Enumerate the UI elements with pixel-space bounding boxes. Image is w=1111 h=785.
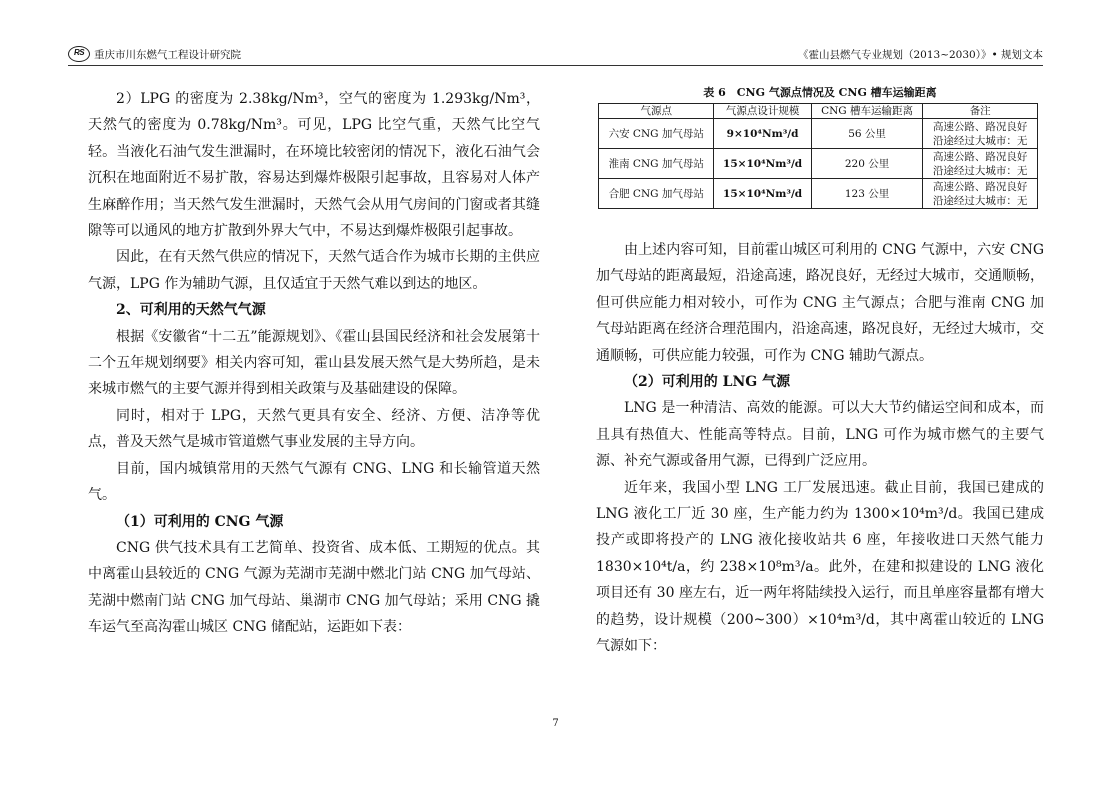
note-cell xyxy=(923,149,1038,179)
paragraph: 因此，在有天然气供应的情况下，天然气适合作为城市长期的主供应气源，LPG 作为辅助气源，且仅适宜于天然气难以到达的地区。 xyxy=(88,249,540,292)
table-header-cell: CNG 槽车运输距离 xyxy=(811,104,923,119)
table-row xyxy=(599,119,1038,149)
note-cell xyxy=(923,179,1038,209)
subsection-heading: （2）可利用的 LNG 气源 xyxy=(624,374,791,391)
note-line: 沿途经过大城市：无 xyxy=(932,164,1028,177)
note-cell xyxy=(923,119,1038,149)
document-title: 《霍山县燃气专业规划（2013~2030）》• 规划文本 xyxy=(797,49,1043,61)
table-header-cell: 备注 xyxy=(923,104,1038,119)
note-line: 沿途经过大城市：无 xyxy=(932,134,1028,147)
table-row xyxy=(599,179,1038,209)
scale-cell: 15×10⁴Nm³/d xyxy=(714,149,811,179)
source-cell: 六安 CNG 加气母站 xyxy=(599,119,714,149)
table-header-cell: 气源点设计规模 xyxy=(714,104,811,119)
header-left xyxy=(68,46,241,62)
note-line: 高速公路、路况良好 xyxy=(932,120,1028,133)
source-cell: 淮南 CNG 加气母站 xyxy=(599,149,714,179)
left-column xyxy=(88,86,540,641)
distance-cell: 123 公里 xyxy=(811,179,923,209)
company-name: 重庆市川东燃气工程设计研究院 xyxy=(94,48,241,61)
page-number: 7 xyxy=(552,718,559,729)
subsection-heading: （1）可利用的 CNG 气源 xyxy=(116,513,284,530)
paragraph: 由上述内容可知，目前霍山城区可利用的 CNG 气源中，六安 CNG 加气母站的距离最短，沿途高速，路况良好，无经过大城市，交通顺畅，但可供应能力相对较小，可作为 CNG 主气源点；合肥与淮南 CNG 加气母站距离在经济合理范围内，沿途高速，路况良好，无经过大城市，交通顺畅，可供应能力较强，可作为 CNG 辅助气源点。 xyxy=(596,242,1044,364)
note-line: 沿途经过大城市：无 xyxy=(932,194,1028,207)
table-header-cell: 气源点 xyxy=(599,104,714,119)
paragraph: 同时，相对于 LPG，天然气更具有安全、经济、方便、洁净等优点，普及天然气是城市管道燃气事业发展的主导方向。 xyxy=(88,407,540,451)
page-header xyxy=(68,42,1043,66)
paragraph: 近年来，我国小型 LNG 工厂发展迅速。截止目前，我国已建成的 LNG 液化工厂近 30 座，生产能力约为 1300×10⁴m³/d。我国已建成投产或即将投产的 LNG 液化接收站共 6 座，年接收进口天然气能力 1830×10⁴t/a，约 238×10⁸m³/a。此外，在建和拟建设的 LNG 液化项目还有 30 座左右，近一两年将陆续投入运行，而且单座容量都有增大的趋势，设计规模（200~300）×10⁴m³/d，其中离霍山较近的 LNG 气源如下： xyxy=(596,479,1044,655)
scale-cell: 15×10⁴Nm³/d xyxy=(714,179,811,209)
scale-cell: 9×10⁴Nm³/d xyxy=(714,119,811,149)
company-logo: RS xyxy=(68,46,90,62)
table-header-row xyxy=(599,104,1038,119)
note-line: 高速公路、路况良好 xyxy=(932,180,1028,193)
paragraph: 目前，国内城镇常用的天然气气源有 CNG、LNG 和长输管道天然气。 xyxy=(88,460,540,504)
table-row xyxy=(599,149,1038,179)
cng-source-table xyxy=(598,103,1038,209)
distance-cell: 56 公里 xyxy=(811,119,923,149)
note-line: 高速公路、路况良好 xyxy=(932,150,1028,163)
right-column xyxy=(596,86,1044,660)
table-caption: 表 6 CNG 气源点情况及 CNG 槽车运输距离 xyxy=(703,86,937,99)
section-heading: 2、可利用的天然气气源 xyxy=(116,302,266,319)
paragraph: 2）LPG 的密度为 2.38kg/Nm³，空气的密度为 1.293kg/Nm³，天然气的密度为 0.78kg/Nm³。可见，LPG 比空气重，天然气比空气轻。当液化石油气发生泄漏时，在环境比较密闭的情况下，液化石油气会沉积在地面附近不易扩散，容易达到爆炸极限引起事故，且容易对人体产生麻醉作用；当天然气发生泄漏时，天然气会从用气房间的门窗或者其缝隙等可以通风的地方扩散到外界大气中，不易达到爆炸极限引起事故。 xyxy=(88,91,540,240)
paragraph: LNG 是一种清洁、高效的能源。可以大大节约储运空间和成本，而且具有热值大、性能高等特点。目前，LNG 可作为城市燃气的主要气源、补充气源或备用气源，已得到广泛应用。 xyxy=(596,400,1044,470)
distance-cell: 220 公里 xyxy=(811,149,923,179)
paragraph: 根据《安徽省“十二五”能源规划》、《霍山县国民经济和社会发展第十二个五年规划纲要》相关内容可知，霍山县发展天然气是大势所趋，是未来城市燃气的主要气源并得到相关政策与及基础建设的保障。 xyxy=(88,328,540,398)
source-cell: 合肥 CNG 加气母站 xyxy=(599,179,714,209)
paragraph: CNG 供气技术具有工艺简单、投资省、成本低、工期短的优点。其中离霍山县较近的 CNG 气源为芜湖市芜湖中燃北门站 CNG 加气母站、芜湖中燃南门站 CNG 加气母站、巢湖市 CNG 加气母站；采用 CNG 撬车运气至高沟霍山城区 CNG 储配站，运距如下表： xyxy=(88,539,540,636)
